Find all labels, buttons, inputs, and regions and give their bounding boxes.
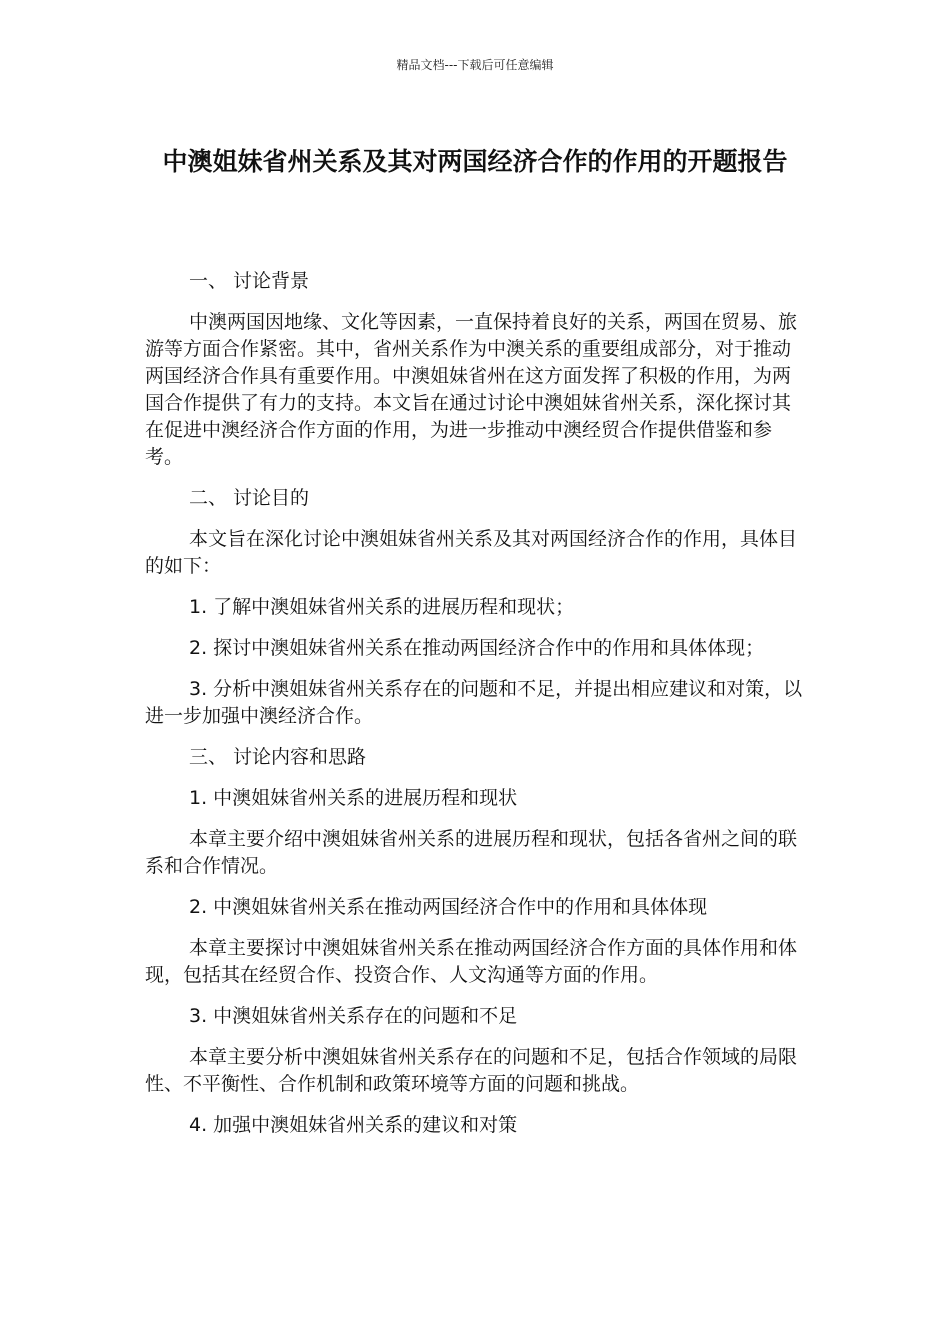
content-paragraph-2: 本章主要探讨中澳姐妹省州关系在推动两国经济合作方面的具体作用和体现，包括其在经贸合作、投资合作、人文沟通等方面的作用。: [145, 937, 798, 986]
header-note: 精品文档---下载后可任意编辑: [396, 58, 554, 72]
content-paragraph-1: 本章主要介绍中澳姐妹省州关系的进展历程和现状，包括各省州之间的联系和合作情况。: [145, 828, 798, 877]
content-heading-4: 4. 加强中澳姐妹省州关系的建议和对策: [189, 1114, 518, 1136]
content-heading-1: 1. 中澳姐妹省州关系的进展历程和现状: [189, 787, 518, 809]
paragraph-background: 中澳两国因地缘、文化等因素，一直保持着良好的关系，两国在贸易、旅游等方面合作紧密。其中，省州关系作为中澳关系的重要组成部分，对于推动两国经济合作具有重要作用。中澳姐妹省州在这方面发挥了积极的作用，为两国合作提供了有力的支持。本文旨在通过讨论中澳姐妹省州关系，深化探讨其在促进中澳经济合作方面的作用，为进一步推动中澳经贸合作提供借鉴和参考。: [145, 311, 798, 468]
content-heading-3: 3. 中澳姐妹省州关系存在的问题和不足: [189, 1005, 518, 1027]
section-heading-content: 三、 讨论内容和思路: [189, 746, 367, 768]
paragraph-purpose: 本文旨在深化讨论中澳姐妹省州关系及其对两国经济合作的作用，具体目的如下：: [145, 528, 798, 577]
purpose-item-1: 1. 了解中澳姐妹省州关系的进展历程和现状；: [189, 596, 575, 618]
purpose-item-3: 3. 分析中澳姐妹省州关系存在的问题和不足，并提出相应建议和对策，以进一步加强中澳经济合作。: [145, 678, 803, 727]
section-heading-background: 一、 讨论背景: [189, 270, 310, 292]
content-heading-2: 2. 中澳姐妹省州关系在推动两国经济合作中的作用和具体体现: [189, 896, 708, 918]
document-body: [145, 268, 805, 1153]
purpose-item-2: 2. 探讨中澳姐妹省州关系在推动两国经济合作中的作用和具体体现；: [189, 637, 765, 659]
content-paragraph-3: 本章主要分析中澳姐妹省州关系存在的问题和不足，包括合作领域的局限性、不平衡性、合作机制和政策环境等方面的问题和挑战。: [145, 1046, 798, 1095]
document-title: 中澳姐妹省州关系及其对两国经济合作的作用的开题报告: [162, 147, 788, 176]
section-heading-purpose: 二、 讨论目的: [189, 487, 310, 509]
